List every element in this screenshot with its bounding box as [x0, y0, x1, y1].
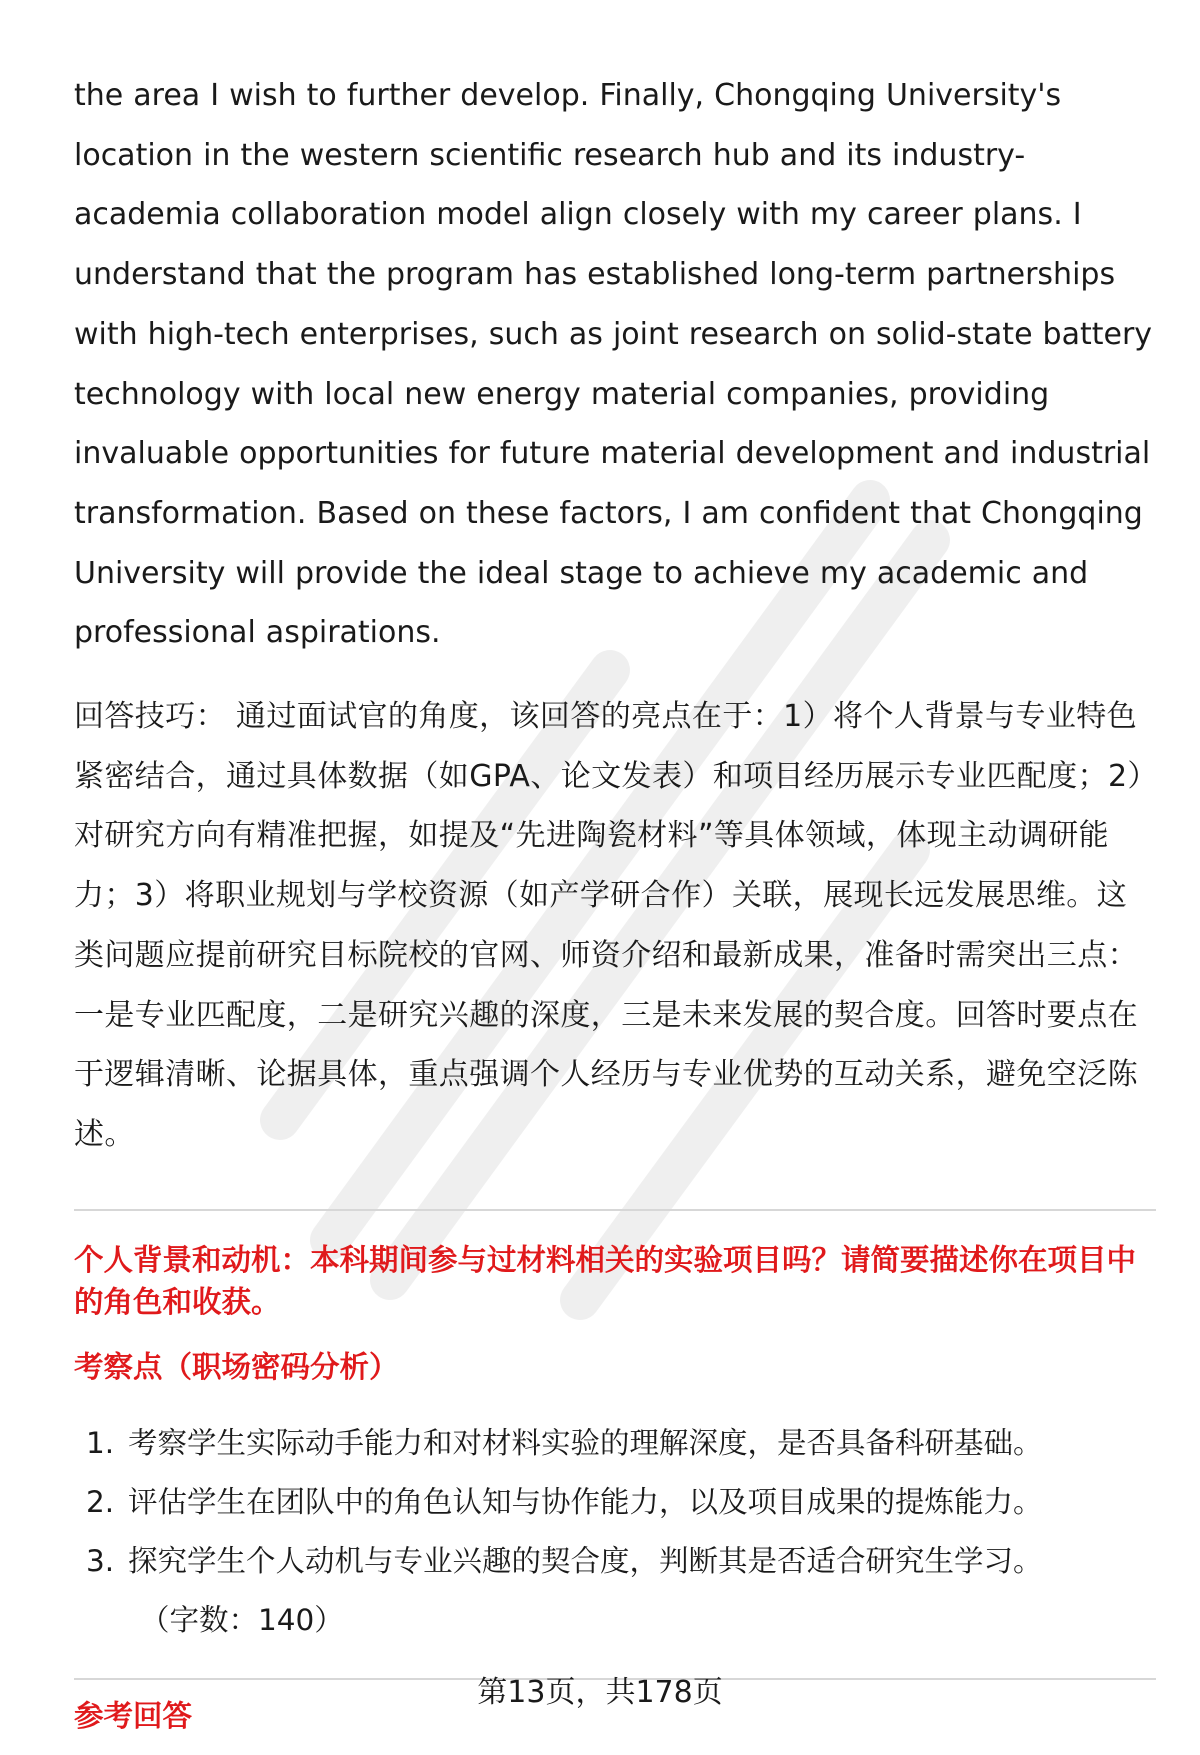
list-item-number: 1.	[86, 1425, 115, 1460]
exam-points-list	[74, 1414, 1156, 1591]
list-item	[74, 1473, 1156, 1532]
answer-tips-paragraph: 回答技巧： 通过面试官的角度，该回答的亮点在于：1）将个人背景与专业特色紧密结合，通过具体数据（如GPA、论文发表）和项目经历展示专业匹配度；2）对研究方向有精准把握，如提及“先进陶瓷材料”等具体领域，体现主动调研能力；3）将职业规划与学校资源（如产学研合作）关联，展现长远发展思维。这类问题应提前研究目标院校的官网、师资介绍和最新成果，准备时需突出三点：一是专业匹配度，二是研究兴趣的深度，三是未来发展的契合度。回答时要点在于逻辑清晰、论据具体，重点强调个人经历与专业优势的互动关系，避免空泛陈述。	[74, 699, 1143, 1152]
list-item-text: 评估学生在团队中的角色认知与协作能力，以及项目成果的提炼能力。	[128, 1484, 1043, 1519]
list-item-number: 2.	[86, 1484, 115, 1519]
list-item	[74, 1532, 1156, 1591]
exam-points-heading: 考察点（职场密码分析）	[74, 1349, 399, 1384]
list-item-number: 3.	[86, 1543, 115, 1578]
reference-answer-heading: 参考回答	[74, 1698, 193, 1733]
document-page	[74, 66, 1156, 1737]
list-item-text: 考察学生实际动手能力和对材料实验的理解深度，是否具备科研基础。	[128, 1425, 1043, 1460]
word-count: （字数：140）	[140, 1602, 344, 1637]
list-item-text: 探究学生个人动机与专业兴趣的契合度，判断其是否适合研究生学习。	[128, 1543, 1043, 1578]
english-answer-paragraph: the area I wish to further develop. Finally, Chongqing University's location in the western scientific research hub and its industry-academia collaboration model align closely with my career plans. I understand that the program has established long-term partnerships with high-tech enterprises, such as joint research on solid-state battery technology with local new energy material companies, providing invaluable opportunities for future material development and industrial transformation. Based on these factors, I am confident that Chongqing University will provide the ideal stage to achieve my academic and professional aspirations.	[74, 78, 1153, 651]
interview-question: 个人背景和动机：本科期间参与过材料相关的实验项目吗？请简要描述你在项目中的角色和收获。	[74, 1242, 1137, 1319]
section-divider	[74, 1209, 1156, 1211]
page-number-footer: 第13页，共178页	[477, 1675, 723, 1710]
list-item	[74, 1414, 1156, 1473]
